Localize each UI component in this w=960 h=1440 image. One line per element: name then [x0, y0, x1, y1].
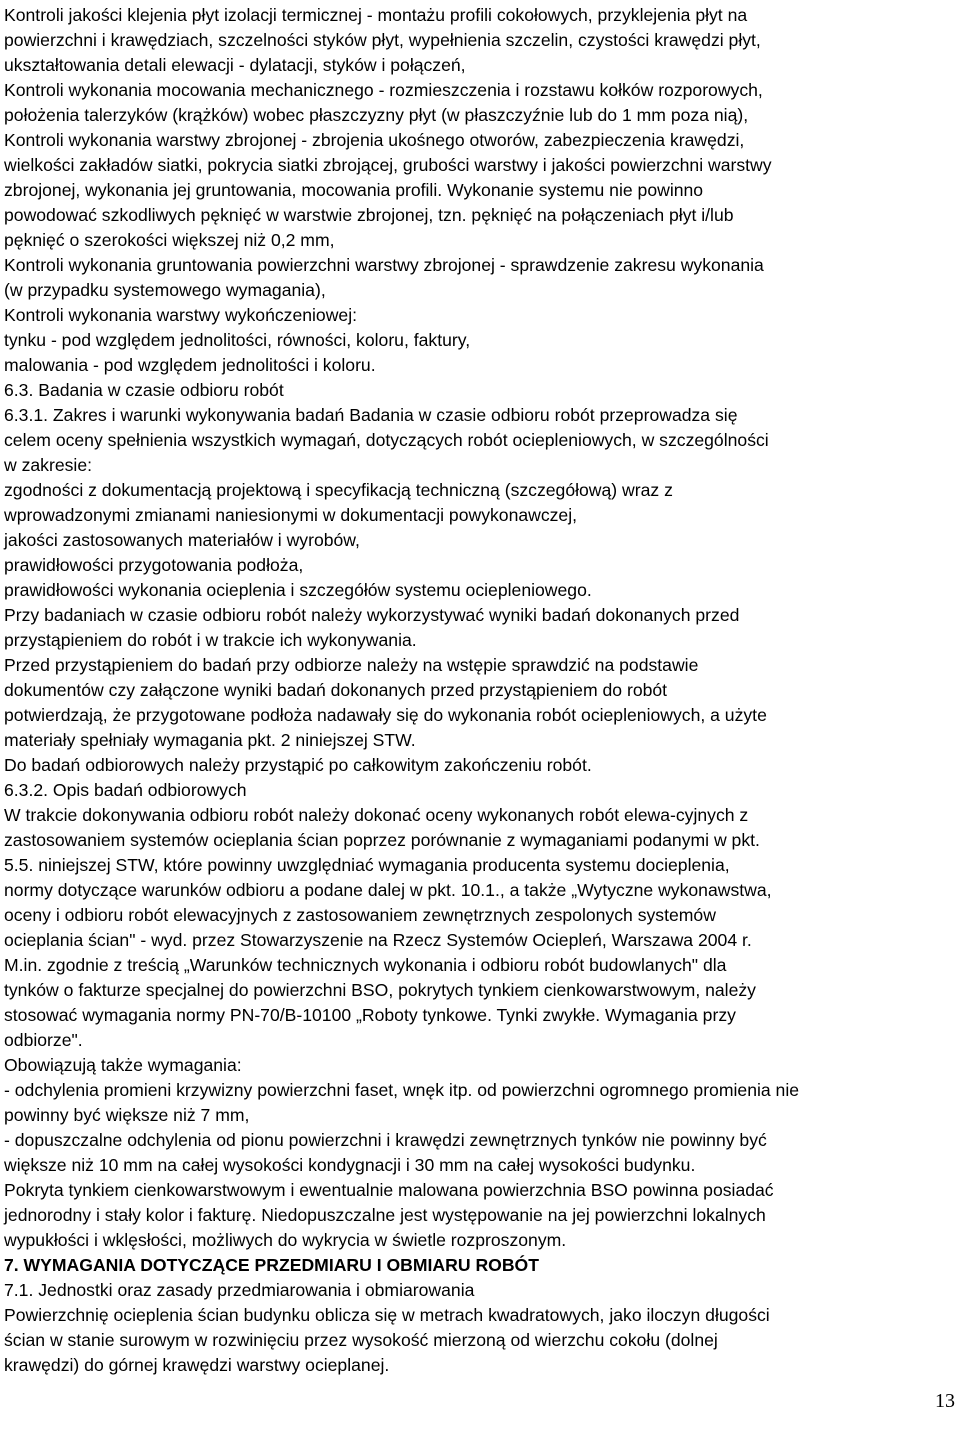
text-line: prawidłowości wykonania ocieplenia i szczegółów systemu ociepleniowego.	[4, 580, 592, 600]
text-line: jednorodny i stały kolor i fakturę. Niedopuszczalne jest występowanie na jej powierzchni lokalnych	[4, 1205, 766, 1225]
text-line: Kontroli wykonania warstwy wykończeniowej:	[4, 305, 358, 325]
text-line: jakości zastosowanych materiałów i wyrobów,	[4, 530, 360, 550]
text-line: 5.5. niniejszej STW, które powinny uwzględniać wymagania producenta systemu docieplenia,	[4, 855, 730, 875]
text-line: dokumentów czy załączone wyniki badań dokonanych przed przystąpieniem do robót	[4, 680, 668, 700]
text-line: M.in. zgodnie z treścią „Warunków technicznych wykonania i odbioru robót budowlanych" dla	[4, 955, 727, 975]
text-line: Kontroli jakości klejenia płyt izolacji termicznej - montażu profili cokołowych, przyklejenia płyt na	[4, 5, 748, 25]
text-line: tynku - pod względem jednolitości, równości, koloru, faktury,	[4, 330, 471, 350]
text-line: - odchylenia promieni krzywizny powierzchni faset, wnęk itp. od powierzchni ogromnego promienia nie	[4, 1080, 800, 1100]
text-line: w zakresie:	[4, 455, 92, 475]
text-line: wprowadzonymi zmianami naniesionymi w dokumentacji powykonawczej,	[4, 505, 578, 525]
text-line: zastosowaniem systemów ocieplania ścian poprzez porównanie z wymaganiami podanymi w pkt.	[4, 830, 760, 850]
text-line: materiały spełniały wymagania pkt. 2 niniejszej STW.	[4, 730, 416, 750]
text-line: normy dotyczące warunków odbioru a podane dalej w pkt. 10.1., a także „Wytyczne wykonawstwa,	[4, 880, 772, 900]
text-line: ocieplania ścian" - wyd. przez Stowarzyszenie na Rzecz Systemów Ociepleń, Warszawa 2004 r.	[4, 930, 752, 950]
document-body	[4, 3, 956, 1378]
text-line: tynków o fakturze specjalnej do powierzchni BSO, pokrytych tynkiem cienkowarstwowym, należy	[4, 980, 756, 1000]
chapter-heading: 7. WYMAGANIA DOTYCZĄCE PRZEDMIARU I OBMIARU ROBÓT	[4, 1255, 539, 1275]
text-line: zbrojonej, wykonania jej gruntowania, mocowania profili. Wykonanie systemu nie powinno	[4, 180, 704, 200]
text-line: prawidłowości przygotowania podłoża,	[4, 555, 304, 575]
section-heading: 6.3.2. Opis badań odbiorowych	[4, 780, 247, 800]
text-line: zgodności z dokumentacją projektową i specyfikacją techniczną (szczegółową) wraz z	[4, 480, 673, 500]
text-line: celem oceny spełnienia wszystkich wymagań, dotyczących robót ociepleniowych, w szczególności	[4, 430, 769, 450]
text-line: większe niż 10 mm na całej wysokości kondygnacji i 30 mm na całej wysokości budynku.	[4, 1155, 696, 1175]
text-line: Pokryta tynkiem cienkowarstwowym i ewentualnie malowana powierzchnia BSO powinna posiadać	[4, 1180, 774, 1200]
text-line: potwierdzają, że przygotowane podłoża nadawały się do wykonania robót ociepleniowych, a użyte	[4, 705, 767, 725]
text-line: powodować szkodliwych pęknięć w warstwie zbrojonej, tzn. pęknięć na połączeniach płyt i/lub	[4, 205, 734, 225]
text-line: położenia talerzyków (krążków) wobec płaszczyzny płyt (w płaszczyźnie lub do 1 mm poza nią),	[4, 105, 749, 125]
text-line: Przed przystąpieniem do badań przy odbiorze należy na wstępie sprawdzić na podstawie	[4, 655, 699, 675]
text-line: pęknięć o szerokości większej niż 0,2 mm,	[4, 230, 335, 250]
text-line: stosować wymagania normy PN-70/B-10100 „Roboty tynkowe. Tynki zwykłe. Wymagania przy	[4, 1005, 736, 1025]
text-line: wielkości zakładów siatki, pokrycia siatki zbrojącej, grubości warstwy i jakości powierzchni warstwy	[4, 155, 772, 175]
text-line: wypukłości i wklęsłości, możliwych do wykrycia w świetle rozproszonym.	[4, 1230, 567, 1250]
text-line: Przy badaniach w czasie odbioru robót należy wykorzystywać wyniki badań dokonanych przed	[4, 605, 740, 625]
text-line: ścian w stanie surowym w rozwinięciu przez wysokość mierzoną od wierzchu cokołu (dolnej	[4, 1330, 718, 1350]
text-line: Kontroli wykonania gruntowania powierzchni warstwy zbrojonej - sprawdzenie zakresu wykonania	[4, 255, 764, 275]
text-line: - dopuszczalne odchylenia od pionu powierzchni i krawędzi zewnętrznych tynków nie powinny być	[4, 1130, 767, 1150]
text-line: oceny i odbioru robót elewacyjnych z zastosowaniem zewnętrznych zespolonych systemów	[4, 905, 716, 925]
text-line: 6.3.1. Zakres i warunki wykonywania badań Badania w czasie odbioru robót przeprowadza się	[4, 405, 738, 425]
text-line: Powierzchnię ocieplenia ścian budynku oblicza się w metrach kwadratowych, jako iloczyn długości	[4, 1305, 770, 1325]
text-line: Obowiązują także wymagania:	[4, 1055, 242, 1075]
text-line: powinny być większe niż 7 mm,	[4, 1105, 250, 1125]
text-line: W trakcie dokonywania odbioru robót należy dokonać oceny wykonanych robót elewa-cyjnych z	[4, 805, 749, 825]
section-heading: 6.3. Badania w czasie odbioru robót	[4, 380, 284, 400]
text-line: ukształtowania detali elewacji - dylatacji, styków i połączeń,	[4, 55, 466, 75]
text-line: Do badań odbiorowych należy przystąpić po całkowitym zakończeniu robót.	[4, 755, 592, 775]
text-line: Kontroli wykonania mocowania mechanicznego - rozmieszczenia i rozstawu kołków rozporowych,	[4, 80, 763, 100]
text-line: przystąpieniem do robót i w trakcie ich wykonywania.	[4, 630, 417, 650]
text-line: krawędzi) do górnej krawędzi warstwy ocieplanej.	[4, 1355, 390, 1375]
text-line: odbiorze".	[4, 1030, 83, 1050]
text-line: powierzchni i krawędziach, szczelności styków płyt, wypełnienia szczelin, czystości krawędzi płyt,	[4, 30, 761, 50]
text-line: Kontroli wykonania warstwy zbrojonej - zbrojenia ukośnego otworów, zabezpieczenia krawędzi,	[4, 130, 745, 150]
section-heading: 7.1. Jednostki oraz zasady przedmiarowania i obmiarowania	[4, 1280, 475, 1300]
page-number: 13	[935, 1390, 955, 1412]
text-line: (w przypadku systemowego wymagania),	[4, 280, 326, 300]
text-line: malowania - pod względem jednolitości i koloru.	[4, 355, 376, 375]
